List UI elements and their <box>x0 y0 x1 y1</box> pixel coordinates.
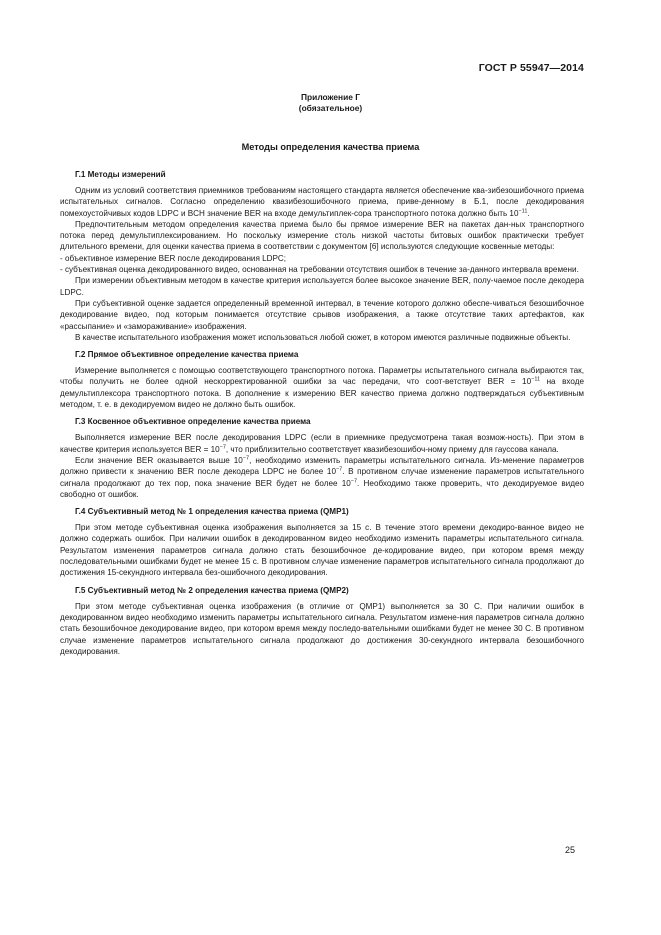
text-run: , необходимо изменить параметры испытательного сигнала. Из-менение параметров должно привести к значению BER после декодера LDPC не более 10 <box>60 455 585 477</box>
text-run: Выполняется измерение BER после декодирования LDPC (если в приемнике предусмотрена такая возмож-ность). При этом в качестве критерия используется BER = 10 <box>60 433 584 454</box>
exponent: −7 <box>242 455 250 462</box>
section-heading-g4: Г.4 Субъективный метод № 1 определения качества приема (QMP1) <box>75 507 349 517</box>
exponent: −7 <box>350 478 358 485</box>
paragraph: При этом методе субъективная оценка изображения выполняется за 15 с. В течение этого времени декодиро-ванное видео не должно содержать ошибок. При наличии ошибок в декодированном видео необходимо изменить параметры испытательного сигнала. Результатом изменения параметров сигнала должно стать безошибочное де-кодирование видео, при котором время между последовательными ошибками будет не менее 15 с. В противном случае изменение параметров испытательного сигнала продолжают до достижения 15-секундного интервала без-ошибочного декодирования. <box>60 523 584 578</box>
paragraph <box>60 185 584 219</box>
paragraph: При субъективной оценке задается определенный временной интервал, в течение которого должно обеспе-чиваться безошибочное декодирование видео, под которым понимается отсутствие срывов изображения, а также отсутствие таких артефактов, как «рассыпание» и «замораживание» изображения. <box>60 298 584 331</box>
paragraph <box>60 455 584 500</box>
paragraph: Предпочтительным методом определения качества приема было бы прямое измерение BER на пакетах дан-ных транспортного потока перед демультиплексированием. Но поскольку измерение столь низкой частоты битовых ошибок практически требует длительного времени, для оценки качества приема в соответствии с документом [6] используются следующие косвенные методы: <box>60 219 584 252</box>
section-heading-g5: Г.5 Субъективный метод № 2 определения качества приема (QMP2) <box>75 585 349 595</box>
text-run: Одним из условий соответствия приемников требованиям настоящего стандарта является обеспечение ква-зибезошибочного приема испытательных сигналов. Согласно определению квазибезошибочного приема, приве-денному в Б.1, после декодирования помехоустойчивых кодов LDPC и BCH значение BER на входе демультиплек-сора транспортного потока должно быть 10 <box>60 186 584 218</box>
text-run: , что приблизительно соответствует квазибезошибоч-ному приему для гауссова канала. <box>225 444 559 454</box>
standard-number: ГОСТ Р 55947—2014 <box>478 62 584 74</box>
paragraph: В качестве испытательного изображения может использоваться любой сюжет, в котором имеются различные подвижные объекты. <box>75 332 571 342</box>
exponent: −7 <box>219 444 226 451</box>
text-run: на входе демультиплексора транспортного потока. В дополнение к измерению BER качество приема должно подтверждаться субъективным методом, т. е. в декодируемом видео не должно быть ошибок. <box>60 377 584 410</box>
text-run: . В противном случае изменение параметров испытательного сигнала продолжают до тех пор, пока значение BER будет не более 10 <box>60 467 584 488</box>
list-item: - субъективная оценка декодированного видео, основанная на требовании отсутствия ошибок в течение за-данного интервала времени. <box>60 265 579 275</box>
paragraph: При этом методе субъективная оценка изображения (в отличие от QMP1) выполняется за 30 С. При наличии ошибок в декодированном видео необходимо изменить параметры испытательного сигнала. Результатом измене-ния параметров сигнала должно стать безошибочное декодирование видео, при котором время между последо-вательными ошибками будет не менее 30 С. В противном случае изменение параметров испытательного сигнала продолжают до достижения 30-секундного интервала безошибочного декодирования. <box>60 601 584 656</box>
exponent: −11 <box>531 376 541 383</box>
section-heading-g3: Г.3 Косвенное объективное определение качества приема <box>75 417 311 427</box>
page-title: Методы определения качества приема <box>241 142 420 152</box>
section-heading-g1: Г.1 Методы измерений <box>75 170 166 179</box>
paragraph: При измерении объективным методом в качестве критерия используется более высокое значение BER, полу-чаемое после декодера LDPC. <box>60 276 584 297</box>
appendix-status: (обязательное) <box>298 102 363 113</box>
text-run: Измерение выполняется с помощью соответствующего транспортного потока. Параметры испытательного сигнала выбираются так, чтобы получить не более одной нескорректированной ошибки за час передачи, что соот-ветствует BER = 10 <box>60 366 584 387</box>
paragraph <box>60 365 584 410</box>
text-run: . <box>527 208 530 218</box>
page-number: 25 <box>564 845 575 855</box>
appendix-label: Приложение Г <box>301 92 360 102</box>
appendix-heading <box>0 92 661 113</box>
exponent: −11 <box>518 208 528 215</box>
text-run: Если значение BER оказывается выше 10 <box>75 455 243 465</box>
text-run: . Необходимо также проверить, что декодируемое видео свободно от ошибок. <box>60 478 584 499</box>
list-item: - объективное измерение BER после декодирования LDPC; <box>60 253 287 263</box>
document-body <box>60 169 584 657</box>
paragraph <box>60 432 584 455</box>
section-heading-g2: Г.2 Прямое объективное определение качества приема <box>75 350 299 360</box>
exponent: −7 <box>335 466 343 473</box>
